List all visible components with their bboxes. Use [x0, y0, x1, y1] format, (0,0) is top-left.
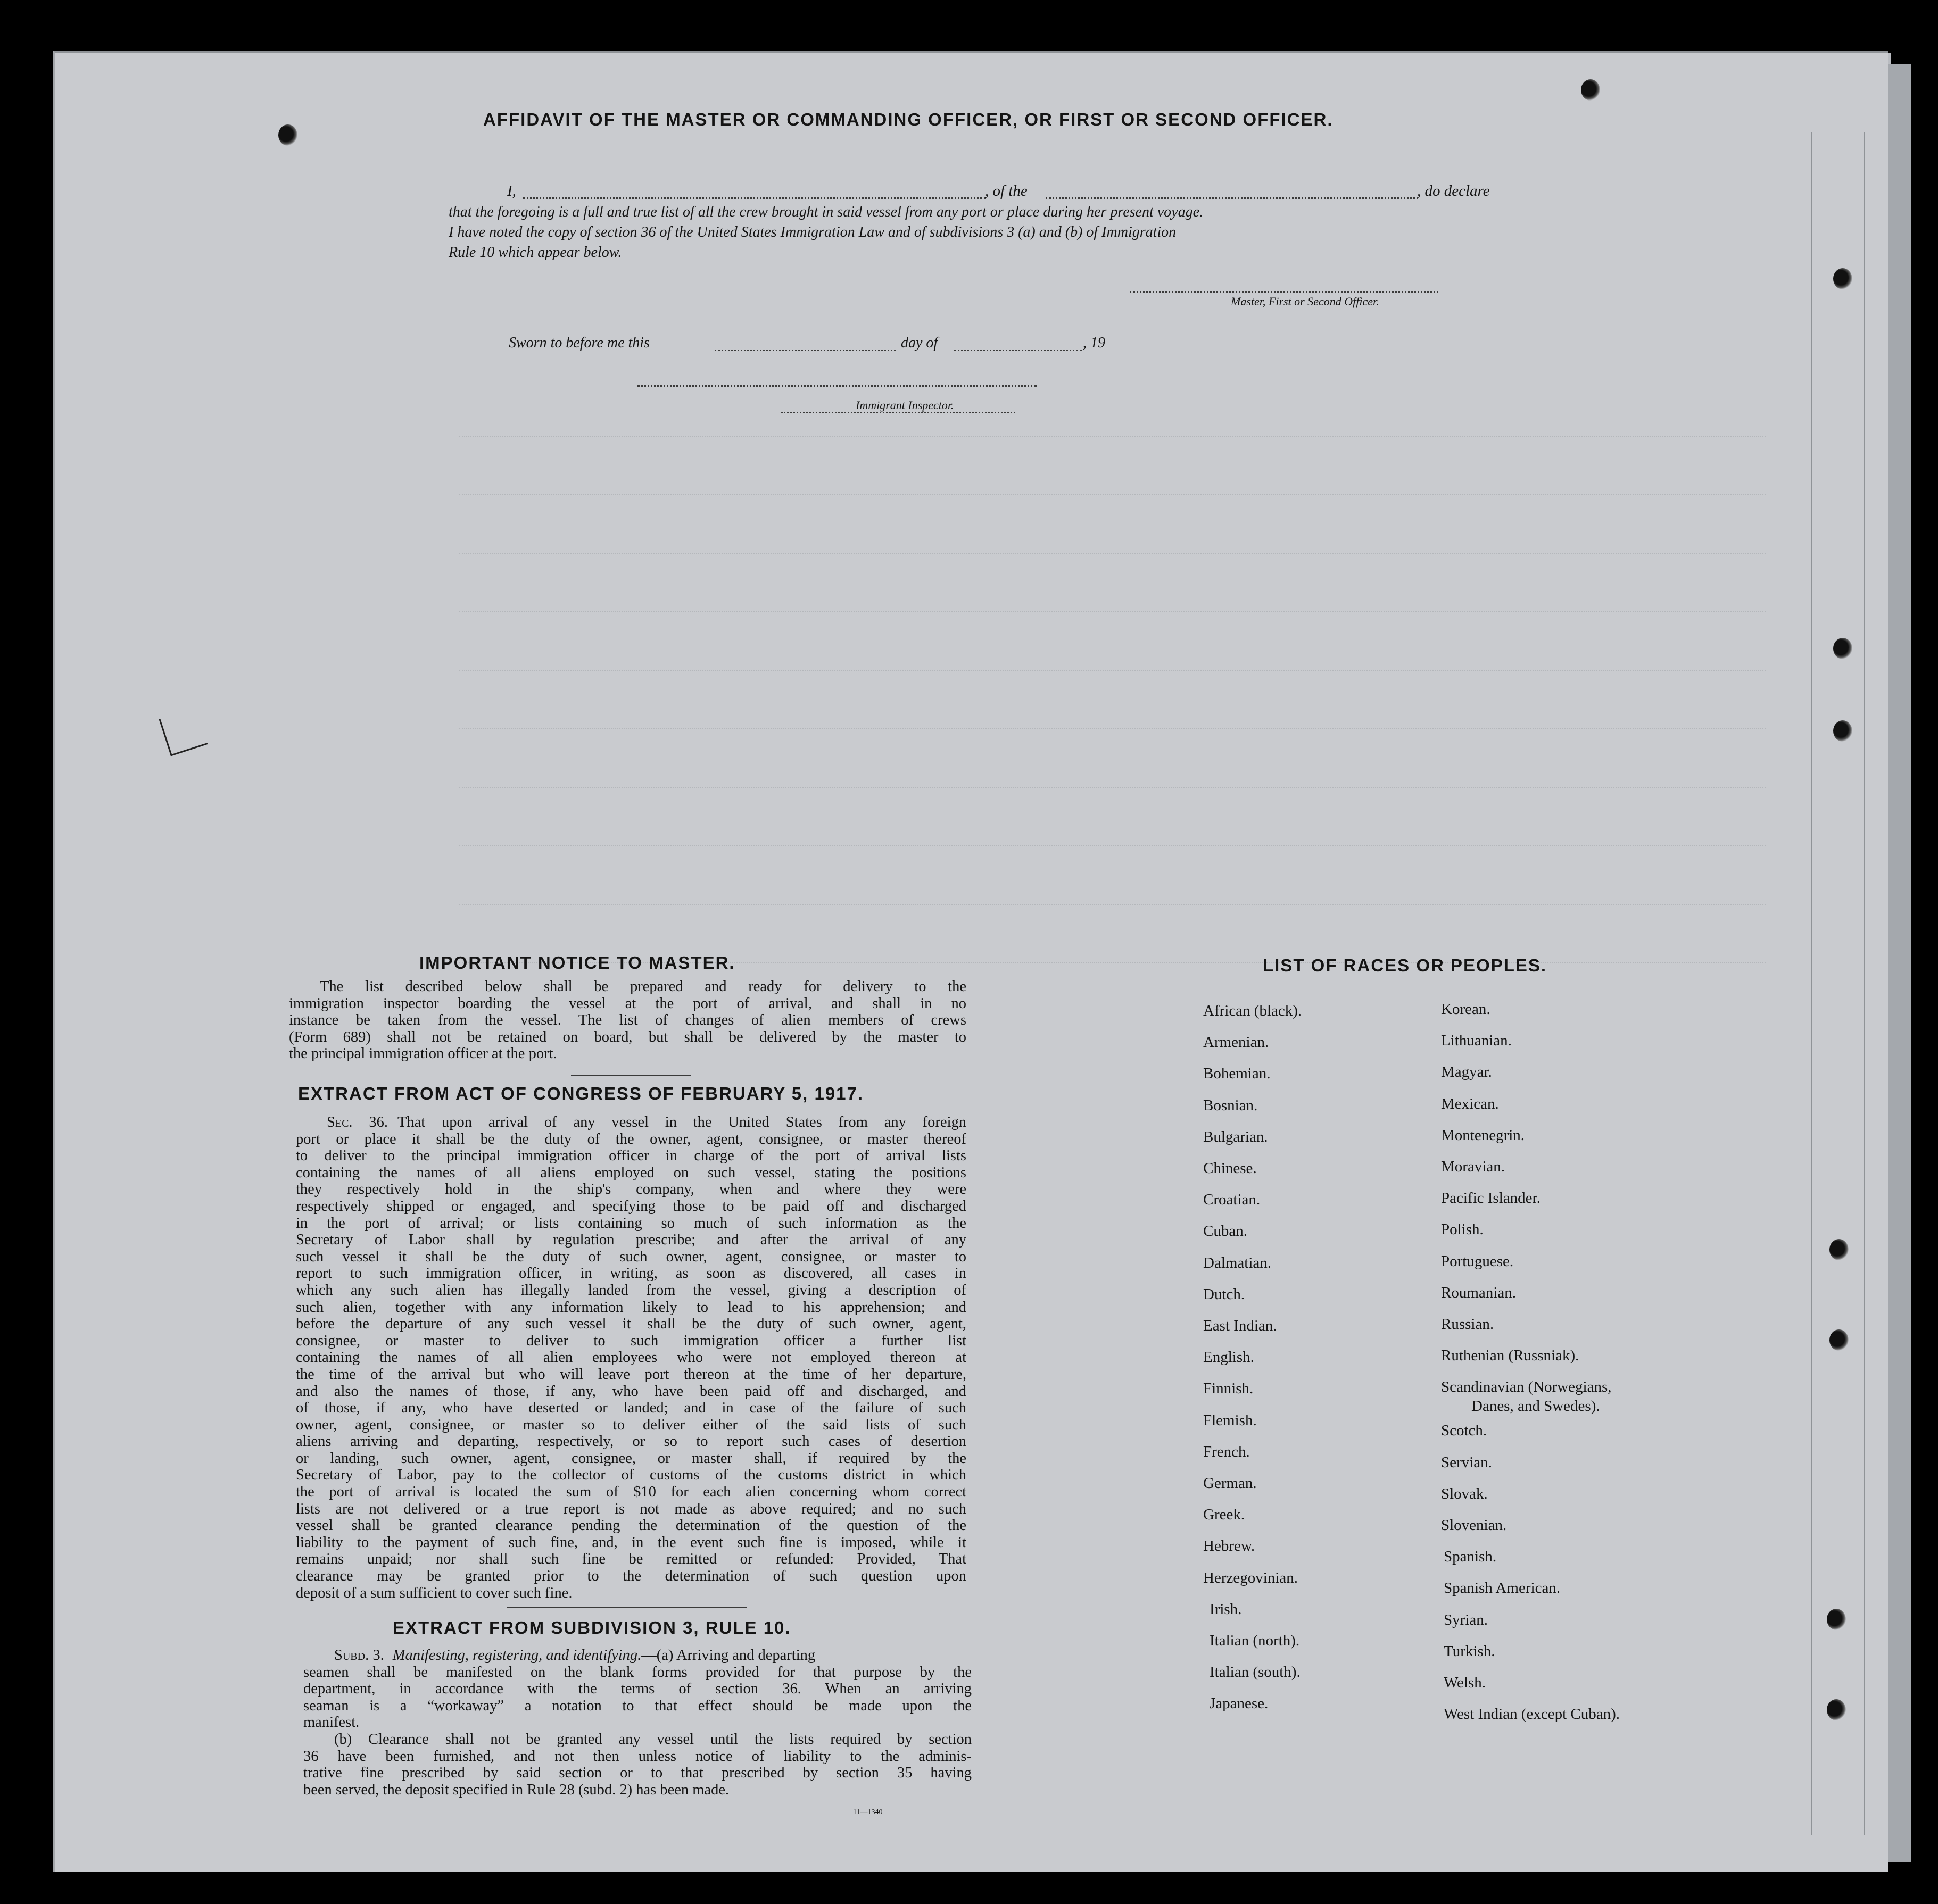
race-item: Syrian. [1444, 1611, 1488, 1628]
punch-hole-icon [1829, 1329, 1849, 1351]
rule-b-line: (b) Clearance shall not be granted any vessel until the lists required by section [334, 1731, 972, 1748]
race-item: East Indian. [1203, 1317, 1277, 1334]
act-line: of those, if any, who have deserted or landed; and in case of the failure of such [296, 1400, 966, 1417]
rule-a-line: seamen shall be manifested on the blank forms provided for that purpose by the [303, 1664, 972, 1681]
act-line: aliens arriving and departing, respectively, or so to report such cases of desertion [296, 1433, 966, 1450]
punch-hole-icon [278, 124, 297, 146]
extract-act-title: EXTRACT FROM ACT OF CONGRESS OF FEBRUARY 5, 1917. [298, 1084, 864, 1103]
act-line: report to such immigration officer, in writing, as soon as discovered, all cases in [296, 1265, 966, 1282]
race-item: Italian (south). [1210, 1664, 1301, 1681]
act-line: remains unpaid; nor shall such fine be remitted or refunded: Provided, That [296, 1551, 966, 1568]
race-item: Hebrew. [1203, 1537, 1255, 1555]
race-item: Flemish. [1203, 1411, 1257, 1429]
notice-line: (Form 689) shall not be retained on board, but shall be delivered by the master to [289, 1028, 966, 1045]
declare-of-the-label: , of the [985, 182, 1028, 199]
bleed-through-row [459, 904, 1766, 918]
race-item: Herzegovinian. [1203, 1569, 1298, 1586]
race-item: Pacific Islander. [1441, 1190, 1541, 1207]
master-signature-field[interactable] [1130, 291, 1438, 293]
race-item: Armenian. [1203, 1034, 1269, 1051]
act-line: liability to the payment of such fine, and, in the event such fine is imposed, while it [296, 1534, 966, 1551]
affidavit-line-1-text: that the foregoing is a full and true list of all the crew brought in said vessel from any port or place during her present voyage. [449, 204, 1204, 220]
race-item: German. [1203, 1475, 1257, 1492]
rule-b-line: 36 have been furnished, and not then unless notice of liability to the adminis- [303, 1748, 972, 1765]
inspector-signature-field[interactable] [637, 385, 1037, 387]
race-item: Moravian. [1441, 1158, 1505, 1175]
race-item: Bosnian. [1203, 1096, 1258, 1114]
punch-hole-icon [1829, 1239, 1849, 1260]
declarant-name-field[interactable] [523, 197, 986, 199]
punch-hole-icon [1827, 1609, 1846, 1630]
act-line: Secretary of Labor shall by regulation prescribe; and after the arrival of any [296, 1232, 966, 1249]
race-item: Ruthenian (Russniak). [1441, 1347, 1579, 1365]
race-item: Roumanian. [1441, 1284, 1516, 1301]
bleed-through-row [459, 436, 1766, 450]
act-line: deposit of a sum sufficient to cover such fine. [296, 1584, 573, 1601]
race-item: Scotch. [1441, 1422, 1487, 1440]
act-line: Secretary of Labor, pay to the collector of customs of the customs district in which [296, 1467, 966, 1484]
act-line: owner, agent, consignee, or master so to deliver either of the said lists of such [296, 1416, 966, 1433]
extract-rule-body [303, 1647, 972, 1798]
race-item: Servian. [1441, 1453, 1492, 1471]
race-item: Slovenian. [1441, 1517, 1507, 1534]
act-line: such vessel it shall be the duty of such owner, agent, consignee, or master to [296, 1248, 966, 1265]
sworn-month-field[interactable] [954, 350, 1082, 351]
race-item: Spanish American. [1444, 1579, 1561, 1597]
race-item: Bohemian. [1203, 1065, 1271, 1083]
bleed-through-column-rule [1811, 132, 1812, 1835]
race-item: Turkish. [1444, 1642, 1495, 1660]
extract-rule-title: EXTRACT FROM SUBDIVISION 3, RULE 10. [393, 1618, 791, 1637]
race-item: Japanese. [1210, 1695, 1269, 1712]
race-item: Russian. [1441, 1316, 1494, 1333]
race-item: Korean. [1441, 1001, 1490, 1018]
race-item: Croatian. [1203, 1191, 1261, 1209]
notice-line: instance be taken from the vessel. The list of changes of alien members of crews [289, 1012, 966, 1029]
act-line: respectively shipped or engaged, and specifying those to be paid off and discharged [296, 1198, 966, 1215]
act-line: port or place it shall be the duty of the owner, agent, consignee, or master thereof [296, 1130, 966, 1148]
inspector-caption: Immigrant Inspector. [856, 398, 954, 412]
race-item: Dutch. [1203, 1285, 1245, 1303]
section-label: Sec. 36. [327, 1114, 388, 1130]
race-item: Polish. [1441, 1221, 1484, 1238]
act-line: before the departure of any such vessel it shall be the duty of such owner, agent, [296, 1316, 966, 1333]
affidavit-title: AFFIDAVIT OF THE MASTER OR COMMANDING OFFICER, OR FIRST OR SECOND OFFICER. [483, 110, 1334, 129]
year-label: , 19 [1083, 335, 1105, 351]
race-item: Danes, and Swedes). [1471, 1398, 1600, 1415]
race-item: Chinese. [1203, 1160, 1257, 1177]
section-divider [507, 1607, 747, 1608]
act-line: clearance may be granted prior to the determination of such question upon [296, 1568, 966, 1585]
rule-a-line-text: —(a) Arriving and departing [641, 1647, 816, 1664]
bleed-through-row [459, 728, 1766, 742]
race-item: Magyar. [1441, 1063, 1492, 1081]
act-line: consignee, or master to deliver to such immigration officer a further list [296, 1332, 966, 1349]
act-line [296, 1114, 966, 1131]
subd-label: Subd. 3. [334, 1647, 384, 1664]
affidavit-line-2: I have noted the copy of section 36 of the United States Immigration Law and of subdivisions 3 (a) and (b) of Immigration [449, 224, 1177, 240]
day-of-label: day of [901, 335, 938, 351]
rule-b-line: trative fine prescribed by said section or to that prescribed by section 35 having [303, 1765, 972, 1782]
bleed-through-row [459, 494, 1766, 508]
notice-title: IMPORTANT NOTICE TO MASTER. [419, 953, 735, 972]
race-item: African (black). [1203, 1002, 1302, 1019]
act-line: lists are not delivered or a true report is not made as above required; and no such [296, 1500, 966, 1517]
punch-hole-icon [1581, 79, 1600, 101]
bleed-through-row [459, 611, 1766, 625]
race-item: Cuban. [1203, 1223, 1247, 1240]
race-item: Dalmatian. [1203, 1254, 1272, 1271]
notice-body [289, 978, 966, 1062]
section-divider [571, 1075, 691, 1076]
race-item: Irish. [1210, 1600, 1242, 1618]
punch-hole-icon [1827, 1699, 1846, 1720]
rule-a-line: manifest. [303, 1714, 360, 1731]
punch-hole-icon [1833, 638, 1852, 659]
act-line: vessel shall be granted clearance pending the determination of the question of the [296, 1517, 966, 1534]
rule-a-line: seaman is a “workaway” a notation to that effect should be made upon the [303, 1697, 972, 1714]
race-item: English. [1203, 1349, 1254, 1366]
act-line: and also the names of those, if any, who have been paid off and discharged, and [296, 1383, 966, 1400]
declare-do-label: , do declare [1417, 182, 1490, 199]
race-item: Italian (north). [1210, 1632, 1300, 1649]
races-title: LIST OF RACES OR PEOPLES. [1263, 955, 1547, 975]
race-item: Greek. [1203, 1506, 1245, 1524]
act-line: the time of the arrival but who will leave port thereon at the time of her departure, [296, 1366, 966, 1383]
rule-a-line [303, 1647, 972, 1664]
affidavit-line-3: Rule 10 which appear below. [449, 244, 622, 261]
race-item: Spanish. [1444, 1548, 1497, 1566]
sworn-label: Sworn to before me this [509, 335, 650, 351]
act-line: or landing, such owner, agent, consignee, or master shall, if required by the [296, 1450, 966, 1467]
bleed-through-row [459, 787, 1766, 801]
race-item: Lithuanian. [1441, 1032, 1512, 1050]
race-item: Scandinavian (Norwegians, [1441, 1378, 1612, 1396]
bleed-through-row [459, 845, 1766, 859]
form-code: 11—1340 [853, 1808, 883, 1816]
act-line: the port of arrival is located the sum of $10 for each alien concerning whom correct [296, 1484, 966, 1501]
race-item: Bulgarian. [1203, 1128, 1268, 1145]
bleed-through-column-rule [1864, 132, 1865, 1835]
punch-hole-icon [1833, 720, 1852, 742]
punch-hole-icon [1833, 268, 1852, 289]
act-line: they respectively hold in the ship's company, when and where they were [296, 1181, 966, 1198]
race-item: Montenegrin. [1441, 1126, 1525, 1144]
rule-b-line: been served, the deposit specified in Rule 28 (subd. 2) has been made. [303, 1781, 730, 1798]
race-item: Slovak. [1441, 1485, 1488, 1502]
declare-i-label: I, [507, 182, 516, 199]
rule-a-line: department, in accordance with the terms of section 36. When an arriving [303, 1681, 972, 1698]
subd-heading: Manifesting, registering, and identifying. [392, 1647, 642, 1664]
act-line: such alien, together with any information likely to lead to his apprehension; and [296, 1299, 966, 1316]
vessel-name-field[interactable] [1046, 197, 1418, 199]
race-item: Mexican. [1441, 1095, 1499, 1112]
notice-line: the principal immigration officer at the port. [289, 1045, 557, 1062]
act-line-text: That upon arrival of any vessel in the United States from any foreign [397, 1114, 966, 1130]
extract-act-body [296, 1114, 966, 1601]
master-caption: Master, First or Second Officer. [1231, 295, 1379, 308]
act-line: to deliver to the principal immigration officer in charge of the port of arrival lists [296, 1148, 966, 1165]
sworn-day-field[interactable] [715, 350, 896, 351]
race-item: French. [1203, 1443, 1250, 1460]
act-line: in the port of arrival; or lists containing so much of such information as the [296, 1215, 966, 1232]
race-item: Welsh. [1444, 1674, 1486, 1691]
manifest-back-page [53, 51, 1888, 1872]
bleed-through-row [459, 553, 1766, 567]
bleed-through-row [459, 670, 1766, 684]
race-item: Finnish. [1203, 1380, 1254, 1398]
notice-line: immigration inspector boarding the vessel at the port of arrival, and shall in no [289, 995, 966, 1012]
race-item: West Indian (except Cuban). [1444, 1706, 1620, 1723]
race-item: Portuguese. [1441, 1252, 1514, 1270]
act-line: which any such alien has illegally landed from the vessel, giving a description of [296, 1282, 966, 1299]
notice-line: The list described below shall be prepared and ready for delivery to the [320, 978, 966, 995]
stray-pen-mark [159, 708, 208, 756]
act-line: containing the names of all alien employees who were not employed thereon at [296, 1349, 966, 1366]
act-line: containing the names of all aliens employed on such vessel, stating the positions [296, 1164, 966, 1181]
